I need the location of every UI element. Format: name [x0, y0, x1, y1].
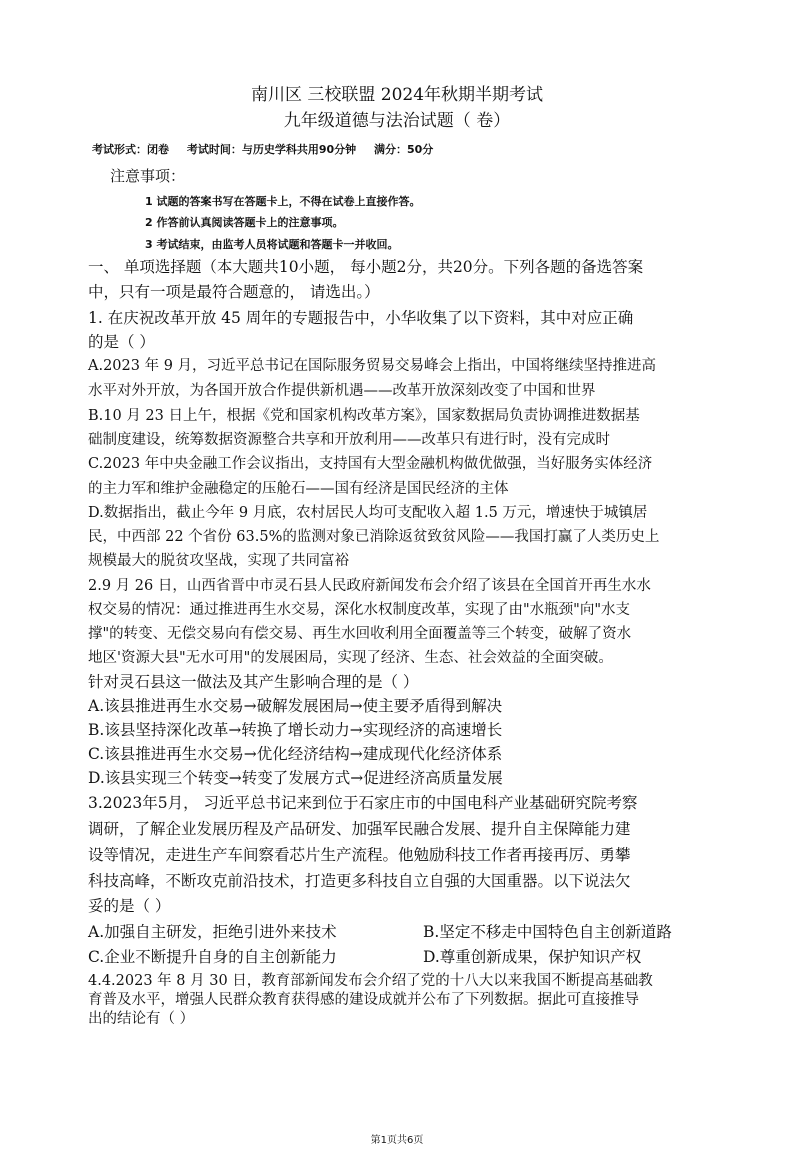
q2-stem: 权交易的情况：通过推进再生水交易，深化水权制度改革，实现了由"水瓶颈"向"水支: [88, 602, 631, 618]
q1-option-a: 水平对外开放，为各国开放合作提供新机遇——改革开放深刻改变了中国和世界: [88, 383, 596, 399]
notice-heading: 注意事项：: [110, 167, 186, 185]
q3-option-d: D.尊重创新成果，保护知识产权: [423, 948, 642, 966]
q1-option-d: 规模最大的脱贫攻坚战，实现了共同富裕: [88, 553, 349, 569]
section-heading-cont: 中，只有一项是最符合题意的， 请选出。）: [88, 283, 380, 301]
exam-score: 满分：50分: [374, 143, 434, 156]
exam-title: 南川区 三校联盟 2024年秋期半期考试: [250, 85, 544, 105]
q1-stem: 1. 在庆祝改革开放 45 周年的专题报告中，小华收集了以下资料，其中对应正确: [88, 309, 634, 327]
q2-option-a: A.该县推进再生水交易→破解发展困局→使主要矛盾得到解决: [88, 697, 503, 715]
q2-option-c: C.该县推进再生水交易→优化经济结构→建成现代化经济体系: [88, 745, 503, 763]
q3-stem: 设等情况，走进生产车间察看芯片生产流程。他勉励科技工作者再接再厉、勇攀: [88, 846, 631, 864]
exam-format: 考试形式：闭卷: [92, 143, 169, 156]
q4-stem: 育普及水平，增强人民群众教育获得感的建设成就并公布了下列数据。据此可直接推导: [88, 992, 639, 1008]
q3-stem: 科技高峰，不断攻克前沿技术，打造更多科技自立自强的大国重器。以下说法欠: [88, 872, 631, 890]
page-number: 第1页共6页: [370, 1135, 424, 1146]
q1-stem: 的是（ ）: [88, 333, 155, 351]
exam-time: 考试时间：与历史学科共用90分钟: [186, 143, 357, 156]
q1-option-c: 的主力军和维护金融稳定的压舱石——国有经济是国民经济的主体: [88, 481, 509, 497]
q3-stem: 妥的是（ ）: [88, 897, 171, 915]
q2-option-d: D.该县实现三个转变→转变了发展方式→促进经济高质量发展: [88, 769, 503, 787]
notice-rule: 3 考试结束，由监考人员将试题和答题卡一并收回。: [145, 238, 399, 251]
q1-option-d: D.数据指出，截止今年 9 月底，农村居民人均可支配收入超 1.5 万元，增速快于城镇居: [88, 505, 648, 521]
q1-option-b: 础制度建设，统筹数据资源整合共享和开放利用——改革只有进行时，没有完成时: [88, 432, 610, 448]
q2-stem: 撑"的转变、无偿交易向有偿交易、再生水回收利用全面覆盖等三个转变，破解了资水: [88, 626, 632, 642]
q4-stem: 4.4.2023 年 8 月 30 日，教育部新闻发布会介绍了党的十八大以来我国不断提高基础教: [88, 973, 653, 989]
q3-option-b: B.坚定不移走中国特色自主创新道路: [423, 923, 672, 941]
q4-stem: 出的结论有（ ）: [88, 1011, 195, 1027]
section-heading: 一、 单项选择题（本大题共10小题， 每小题2分，共20分。下列各题的备选答案: [88, 258, 644, 276]
q3-stem: 调研，了解企业发展历程及产品研发、加强军民融合发展、提升自主保障能力建: [88, 820, 631, 838]
q2-option-b: B.该县坚持深化改革→转换了增长动力→实现经济的高速增长: [88, 721, 503, 739]
exam-subtitle: 九年级道德与法治试题（ 卷）: [283, 111, 511, 131]
q2-stem: 2.9 月 26 日，山西省晋中市灵石县人民政府新闻发布会介绍了该县在全国首开再生水水: [88, 578, 651, 594]
q1-option-c: C.2023 年中央金融工作会议指出，支持国有大型金融机构做优做强，当好服务实体经济: [88, 456, 653, 472]
q1-option-b: B.10 月 23 日上午，根据《党和国家机构改革方案》，国家数据局负责协调推进数据基: [88, 408, 640, 424]
notice-rule: 1 试题的答案书写在答题卡上，不得在试卷上直接作答。: [145, 195, 421, 208]
q1-option-a: A.2023 年 9 月，习近平总书记在国际服务贸易交易峰会上指出，中国将继续坚持推进高: [88, 358, 657, 374]
q1-option-d: 民，中西部 22 个省份 63.5%的监测对象已消除返贫致贫风险——我国打赢了人类历史上: [88, 529, 660, 545]
q2-question: 针对灵石县这一做法及其产生影响合理的是（ ）: [88, 673, 419, 691]
q2-stem: 地区'资源大县"无水可用"的发展困局，实现了经济、生态、社会效益的全面突破。: [88, 650, 613, 666]
notice-rule: 2 作答前认真阅读答题卡上的注意事项。: [145, 216, 344, 229]
exam-meta: [92, 141, 447, 157]
q3-option-c: C.企业不断提升自身的自主创新能力: [88, 948, 337, 966]
q3-stem: 3.2023年5月， 习近平总书记来到位于石家庄市的中国电科产业基础研究院考察: [88, 794, 638, 812]
q3-option-a: A.加强自主研发，拒绝引进外来技术: [88, 923, 337, 941]
